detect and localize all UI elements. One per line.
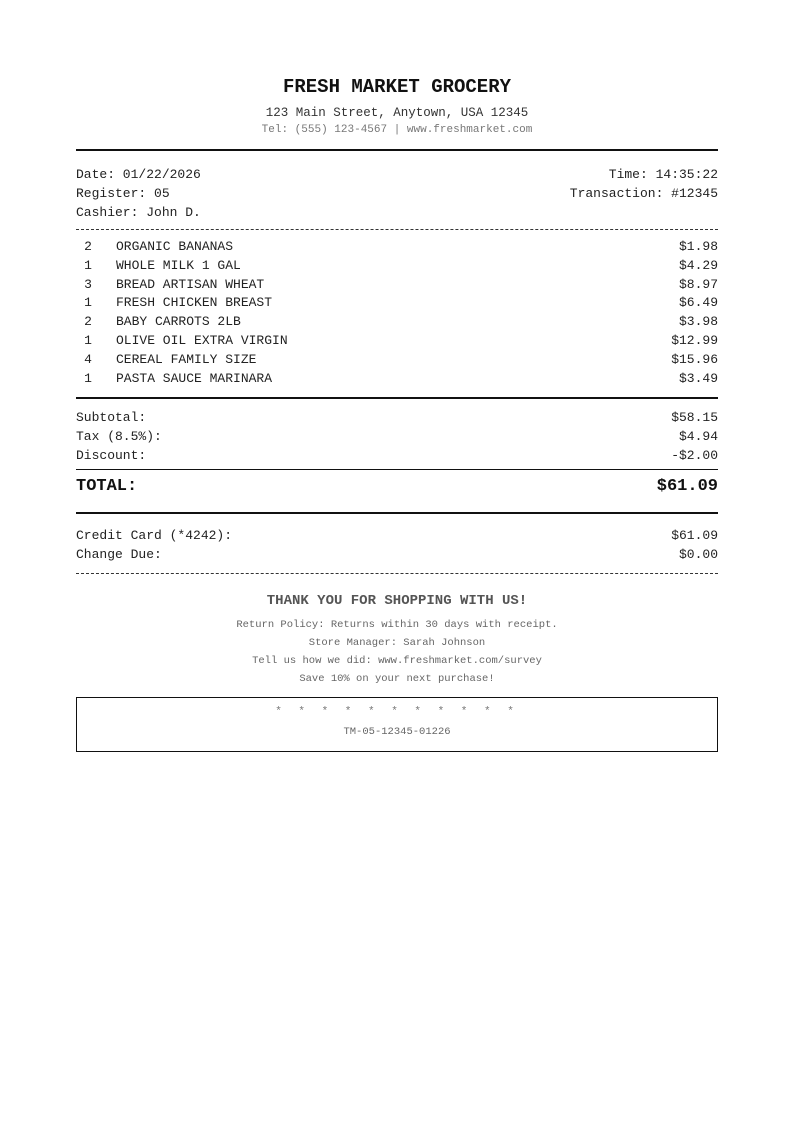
store-contact: Tel: (555) 123-4567 | www.freshmarket.com (261, 124, 533, 136)
subtotal-value: $58.15 (671, 410, 718, 425)
item-price: $3.98 (678, 314, 718, 330)
tax-value: $4.94 (678, 429, 718, 444)
item-price: $1.98 (678, 239, 718, 254)
item-qty: 4 (84, 351, 92, 367)
transaction-info (76, 165, 718, 222)
divider (76, 573, 718, 574)
item-price: $4.29 (678, 257, 718, 273)
list-item (76, 257, 718, 276)
item-qty: 1 (84, 257, 92, 273)
barcode-stars: * * * * * * * * * * * (275, 706, 519, 718)
barcode-box (76, 697, 718, 752)
item-qty: 3 (84, 276, 92, 292)
list-item (76, 351, 718, 370)
discount-value: -$2.00 (671, 448, 718, 463)
total-row (76, 476, 718, 498)
transaction-id: Transaction: #12345 (569, 186, 718, 201)
item-name: PASTA SAUCE MARINARA (116, 370, 273, 386)
item-name: CEREAL FAMILY SIZE (116, 351, 257, 367)
list-item (76, 332, 718, 351)
date: Date: 01/22/2026 (76, 167, 201, 182)
store-address: 123 Main Street, Anytown, USA 12345 (265, 106, 529, 120)
list-item (76, 313, 718, 332)
list-item (76, 294, 718, 313)
store-manager: Store Manager: Sarah Johnson (308, 637, 486, 649)
promo: Save 10% on your next purchase! (299, 673, 495, 685)
item-name: ORGANIC BANANAS (116, 239, 234, 254)
card-label: Credit Card (*4242): (76, 528, 233, 543)
item-name: WHOLE MILK 1 GAL (116, 257, 241, 273)
survey-link: Tell us how we did: www.freshmarket.com/survey (252, 655, 542, 667)
change-value: $0.00 (678, 547, 718, 562)
divider (76, 469, 718, 470)
item-qty: 2 (84, 314, 92, 330)
store-name: FRESH MARKET GROCERY (282, 76, 512, 98)
item-price: $8.97 (678, 276, 718, 292)
divider (76, 149, 718, 151)
return-policy: Return Policy: Returns within 30 days with receipt. (236, 619, 558, 631)
payment (76, 526, 718, 564)
item-qty: 1 (84, 332, 92, 348)
item-qty: 2 (84, 239, 92, 254)
item-list (76, 238, 718, 388)
item-name: OLIVE OIL EXTRA VIRGIN (116, 332, 288, 348)
tax-label: Tax (8.5%): (76, 429, 162, 444)
divider (76, 512, 718, 514)
total-value: $61.09 (656, 477, 718, 496)
footer-notes (76, 616, 718, 688)
divider (76, 229, 718, 230)
register: Register: 05 (76, 186, 170, 201)
item-qty: 1 (84, 370, 92, 386)
divider (76, 397, 718, 399)
item-name: FRESH CHICKEN BREAST (116, 295, 273, 311)
item-price: $12.99 (671, 332, 718, 348)
list-item (76, 276, 718, 295)
item-name: BREAD ARTISAN WHEAT (116, 276, 265, 292)
card-value: $61.09 (671, 528, 718, 543)
cashier: Cashier: John D. (76, 205, 201, 220)
total-label: TOTAL: (76, 477, 138, 496)
item-price: $15.96 (671, 351, 718, 367)
list-item (76, 370, 718, 389)
change-label: Change Due: (76, 547, 162, 562)
list-item (76, 238, 718, 257)
subtotal-label: Subtotal: (76, 410, 147, 425)
receipt-code: TM-05-12345-01226 (343, 726, 451, 738)
time: Time: 14:35:22 (608, 167, 718, 182)
totals (76, 408, 718, 465)
item-qty: 1 (84, 295, 92, 311)
item-name: BABY CARROTS 2LB (116, 314, 241, 330)
item-price: $3.49 (678, 370, 718, 386)
discount-label: Discount: (76, 448, 147, 463)
item-price: $6.49 (678, 295, 718, 311)
thank-you-message: THANK YOU FOR SHOPPING WITH US! (266, 593, 528, 609)
